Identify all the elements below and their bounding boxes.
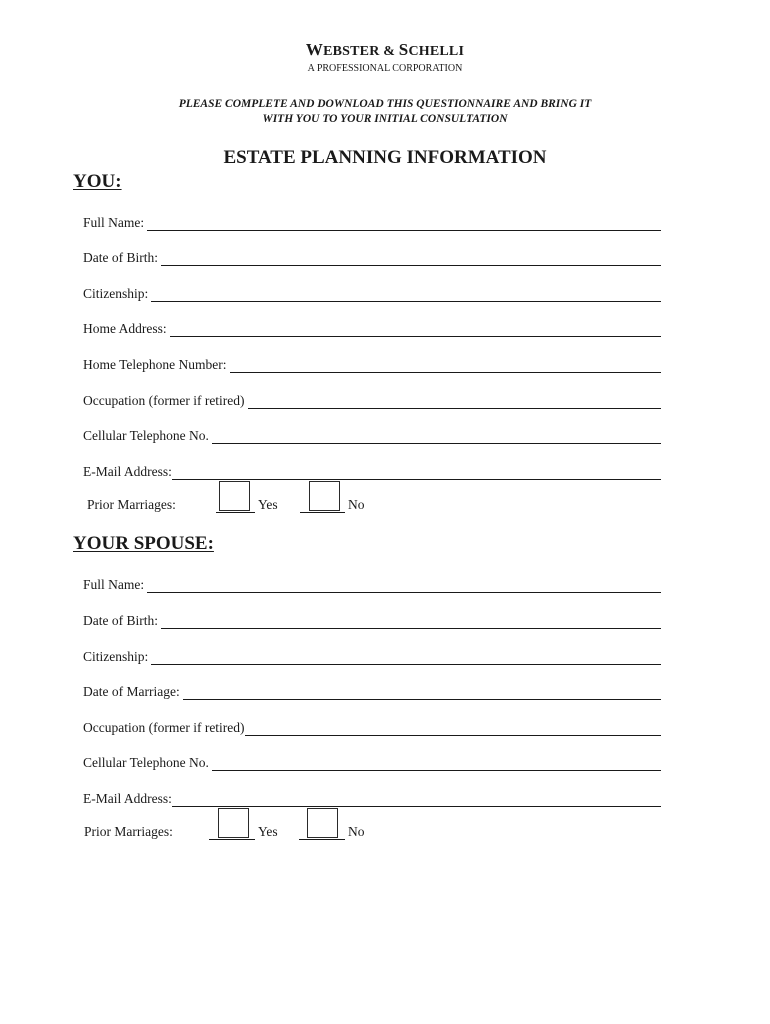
field-label: E-Mail Address: <box>83 464 172 479</box>
field-label: Date of Birth: <box>83 250 158 265</box>
spouse-yes-underline <box>209 839 255 840</box>
you-email-field <box>83 460 661 480</box>
you-home-telephone-field <box>83 353 661 373</box>
spouse-date-of-marriage-input[interactable] <box>183 684 661 700</box>
you-yes-underline <box>216 512 255 513</box>
you-no-label: No <box>348 497 365 512</box>
spouse-prior-marriages-no-checkbox[interactable] <box>307 808 338 838</box>
spouse-email-field <box>83 787 661 807</box>
spouse-prior-marriages-yes-checkbox[interactable] <box>218 808 249 838</box>
you-occupation-input[interactable] <box>248 393 661 409</box>
field-label: Cellular Telephone No. <box>83 428 209 443</box>
spouse-full-name-input[interactable] <box>147 577 661 593</box>
field-label: Full Name: <box>83 215 145 230</box>
instruction-line-2: WITH YOU TO YOUR INITIAL CONSULTATION <box>262 113 508 125</box>
document-title: ESTATE PLANNING INFORMATION <box>223 147 547 168</box>
field-label: E-Mail Address: <box>83 791 172 806</box>
you-occupation-field <box>83 389 661 409</box>
instructions <box>0 97 770 127</box>
you-yes-label: Yes <box>258 497 278 512</box>
field-label: Full Name: <box>83 577 145 592</box>
spouse-no-label: No <box>348 824 365 839</box>
firm-name: WEBSTER & SCHELLI <box>305 40 465 59</box>
you-home-address-field <box>83 317 661 337</box>
field-label: Occupation (former if retired) <box>83 393 245 408</box>
you-citizenship-input[interactable] <box>151 286 661 302</box>
instruction-line-1: PLEASE COMPLETE AND DOWNLOAD THIS QUESTIONNAIRE AND BRING IT <box>178 98 592 110</box>
spouse-full-name-field <box>83 573 661 593</box>
you-full-name-input[interactable] <box>147 215 661 231</box>
you-prior-marriages-yes-checkbox[interactable] <box>219 481 250 511</box>
you-citizenship-field <box>83 282 661 302</box>
field-label: Home Telephone Number: <box>83 357 227 372</box>
spouse-occupation-field <box>83 716 661 736</box>
you-no-underline <box>300 512 345 513</box>
you-home-address-input[interactable] <box>170 321 661 337</box>
you-date-of-birth-field <box>83 246 661 266</box>
section-heading-spouse: YOUR SPOUSE: <box>73 533 214 554</box>
you-cellular-telephone-field <box>83 424 661 444</box>
section-heading-you: YOU: <box>73 171 122 192</box>
you-email-input[interactable] <box>172 464 661 480</box>
you-cellular-telephone-input[interactable] <box>212 428 661 444</box>
spouse-no-underline <box>299 839 345 840</box>
spouse-email-input[interactable] <box>172 791 661 807</box>
field-label: Date of Marriage: <box>83 684 180 699</box>
firm-subtitle: A PROFESSIONAL CORPORATION <box>307 63 463 74</box>
spouse-occupation-input[interactable] <box>245 720 661 736</box>
field-label: Home Address: <box>83 321 167 336</box>
spouse-cellular-telephone-input[interactable] <box>212 755 661 771</box>
spouse-cellular-telephone-field <box>83 751 661 771</box>
spouse-citizenship-field <box>83 645 661 665</box>
you-prior-marriages-label: Prior Marriages: <box>87 497 176 512</box>
field-label: Citizenship: <box>83 649 149 664</box>
field-label: Citizenship: <box>83 286 149 301</box>
you-home-telephone-input[interactable] <box>230 357 661 373</box>
you-prior-marriages-no-checkbox[interactable] <box>309 481 340 511</box>
spouse-prior-marriages-label: Prior Marriages: <box>84 824 173 839</box>
spouse-date-of-birth-input[interactable] <box>161 613 661 629</box>
you-date-of-birth-input[interactable] <box>161 250 661 266</box>
spouse-citizenship-input[interactable] <box>151 649 661 665</box>
spouse-date-of-marriage-field <box>83 680 661 700</box>
field-label: Occupation (former if retired) <box>83 720 245 735</box>
spouse-yes-label: Yes <box>258 824 278 839</box>
spouse-date-of-birth-field <box>83 609 661 629</box>
field-label: Cellular Telephone No. <box>83 755 209 770</box>
field-label: Date of Birth: <box>83 613 158 628</box>
you-full-name-field <box>83 211 661 231</box>
